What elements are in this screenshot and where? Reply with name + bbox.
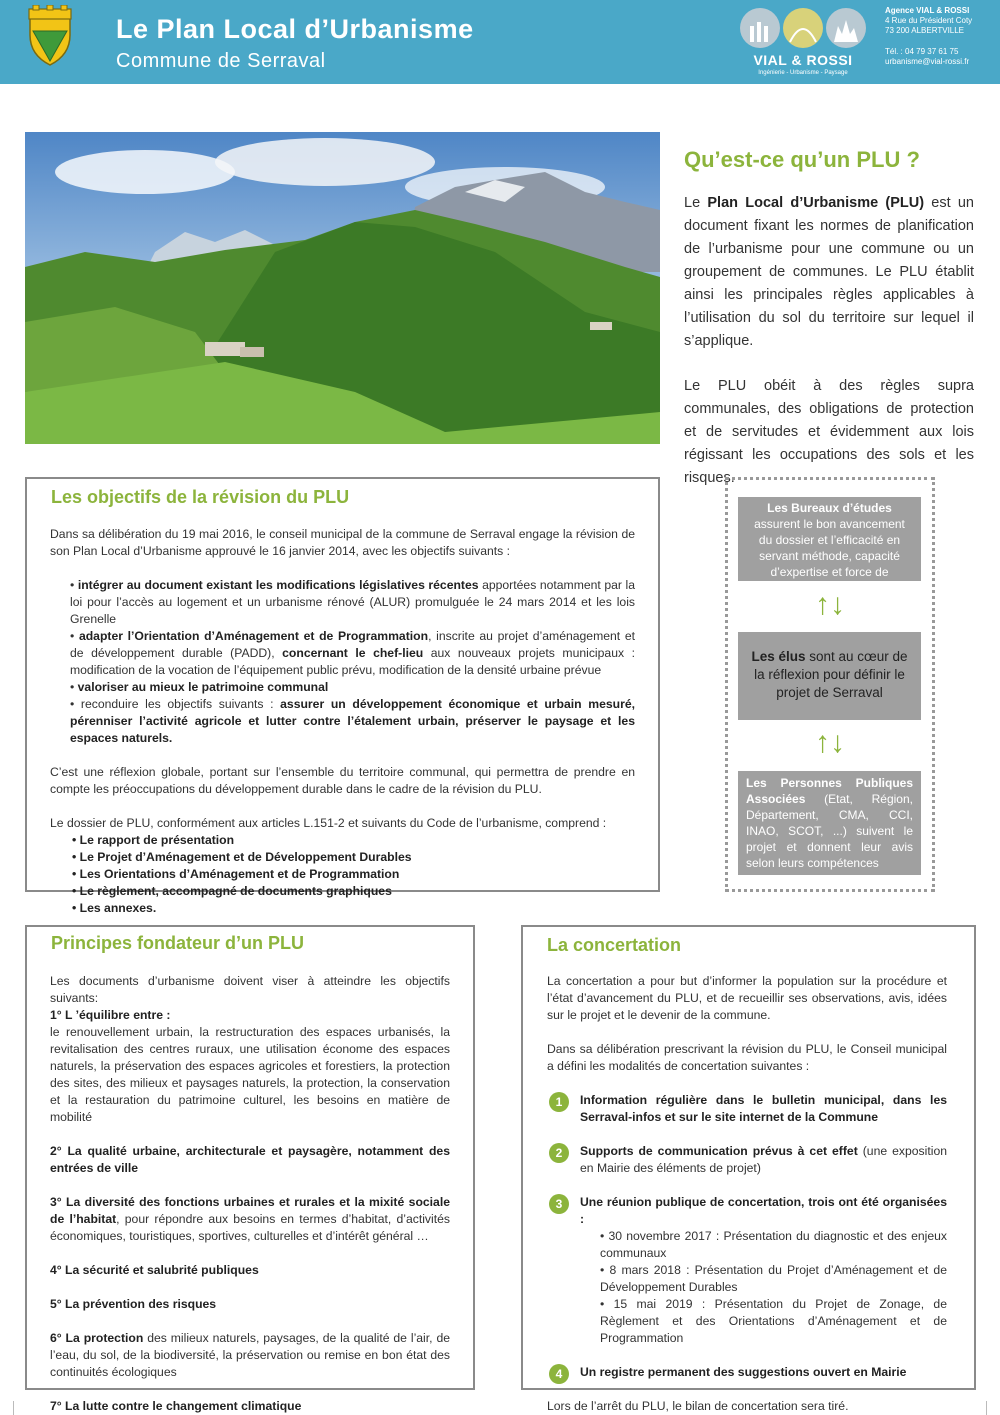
dossier-list-item: • Les annexes.: [72, 901, 157, 915]
agency-name: Agence VIAL & ROSSI: [885, 6, 970, 15]
up-down-arrows-icon: ↑↓: [815, 726, 845, 759]
objective-item-2: • adapter l’Orientation d’Aménagement et de Programmation, inscrite au projet d’aménagement et de développement durable (PADD), concernant le chef-lieu aux nouveaux projets municipaux : modification de la vocation de l’équipement public prévu, modification de la densité urbaine prévue: [70, 629, 636, 677]
text-bold: intégrer au document existant les modifications législatives récentes: [77, 578, 479, 592]
text-bold: assurer un développement économique et urbain mesuré, pérenniser l’activité agricole et lutter contre l’étalement urbain, préserver le paysage et les espaces naturels.: [70, 697, 635, 745]
text-span: (une exposition en Mairie des éléments de projet): [580, 1144, 948, 1175]
crop-mark: [0, 1401, 14, 1415]
logo-circles-icon: [738, 4, 868, 52]
number-badge-icon: 1: [549, 1092, 569, 1112]
number-badge-icon: 2: [549, 1143, 569, 1163]
dossier-list-item: • Les Orientations d’Aménagement et de Programmation: [72, 867, 400, 881]
text-bold: Les Personnes Publiques Associées: [746, 776, 913, 806]
text-bold: Les Bureaux d’études: [767, 501, 892, 515]
principles-intro: Les documents d’urbanisme doivent viser à atteindre les objectifs suivants:: [50, 974, 450, 1005]
objectives-paragraph-3: Le dossier de PLU, conformément aux articles L.151-2 et suivants du Code de l’urbanisme, comprend :: [50, 816, 607, 830]
dossier-list-item: • Le Projet d’Aménagement et de Développement Durables: [72, 850, 412, 864]
text-bold: Les élus: [751, 649, 806, 664]
principle-1-text: le renouvellement urbain, la restructuration des espaces urbanisés, la revitalisation des centres ruraux, une utilisation économe des espaces naturels, la préservation des espaces agricoles et forestiers, la protection des sites, des milieux et paysages naturels, la protection, la conservation et la restauration du patrimoine culturel, les besoins en matière de mobilité: [50, 1025, 450, 1124]
text-span: Le rapport de présentation: [79, 833, 235, 847]
concertation-item-1: [547, 1092, 947, 1126]
number-badge-icon: 4: [549, 1364, 569, 1384]
concertation-item-2: [547, 1143, 947, 1177]
meeting-item: • 8 mars 2018 : Présentation du Projet d’Aménagement et de Développement Durables: [600, 1263, 947, 1294]
meeting-item: • 15 mai 2019 : Présentation du Projet de Zonage, de Règlement et des Orientations d’Aménagement et de Programmation: [600, 1297, 947, 1345]
logo-tagline: Ingénierie - Urbanisme - Paysage: [758, 70, 848, 76]
text-span: Les annexes.: [79, 901, 157, 915]
header-banner: [0, 0, 1000, 84]
text-span: assurent le bon avancement du dossier et l’efficacité en servant méthode, capacité d’expertise et force de propositions: [754, 517, 905, 595]
text-span: , inscrite au projet d’aménagement et de développement durable (PADD),: [70, 629, 636, 660]
objectives-section: [25, 477, 660, 915]
principle-5: 5° La prévention des risques: [50, 1297, 217, 1311]
plu-definition-paragraph-1: [684, 192, 974, 353]
dossier-list-item: • Le règlement, accompagné de documents graphiques: [72, 884, 392, 898]
plu-definition-paragraph-2: Le PLU obéit à des règles supra communales, des obligations de protection et de servitudes et évidemment aux lois régissant les occupations des sols et les risques.: [684, 378, 974, 486]
crop-mark: [986, 1401, 1000, 1415]
up-down-arrows-icon: ↑↓: [815, 588, 845, 621]
landscape-photo: [25, 132, 660, 444]
text-bold: Supports de communication prévus à cet effet: [580, 1144, 858, 1158]
concertation-title: La concertation: [547, 935, 682, 955]
concertation-intro: La concertation a pour but d’informer la population sur la procédure et l’état d’avancement du PLU, et de recueillir ses observations, avis, idées sur le projet et le devenir de la commune.: [547, 974, 947, 1022]
actors-box-elected: [738, 632, 921, 720]
text-span: des milieux naturels, paysages, de la qualité de l’air, de l’eau, du sol, de la biodiversité, la préservation ou remise en bon état des continuités écologiques: [50, 1331, 450, 1379]
principle-4: 4° La sécurité et salubrité publiques: [50, 1263, 259, 1277]
principle-2: 2° La qualité urbaine, architecturale et paysagère, notamment des entrées de ville: [50, 1144, 450, 1175]
text-span: apportées notamment par la loi pour l’accès au logement et un urbanisme rénové (ALUR) promulguée le 24 mars 2014 et les lois Grenelle: [70, 578, 635, 626]
agency-email[interactable]: urbanisme@vial-rossi.fr: [885, 57, 970, 66]
coat-of-arms-icon: [25, 5, 75, 67]
text-bold: Une réunion publique de concertation, trois ont été organisées :: [580, 1195, 947, 1226]
agency-address-line1: 4 Rue du Président Coty: [885, 16, 973, 25]
text-bold: valoriser au mieux le patrimoine communal: [77, 680, 329, 694]
objective-item-4: • reconduire les objectifs suivants : assurer un développement économique et urbain mesuré, pérenniser l’activité agricole et lutter contre l’étalement urbain, préserver le paysage et les espaces naturels.: [70, 697, 635, 745]
text-span: reconduire les objectifs suivants :: [80, 697, 281, 711]
number-badge-icon: 3: [549, 1194, 569, 1214]
text-bold: 3° La diversité des fonctions urbaines et rurales et la mixité sociale de l’habitat: [50, 1195, 450, 1226]
text-span: Les Orientations d’Aménagement et de Programmation: [79, 867, 400, 881]
principles-title: Principes fondateur d’un PLU: [51, 933, 305, 953]
plu-definition-title: Qu’est-ce qu’un PLU ?: [684, 147, 920, 172]
document-subtitle: Commune de Serraval: [116, 50, 326, 72]
principle-7: 7° La lutte contre le changement climatique: [50, 1399, 302, 1413]
text-bold: Information régulière dans le bulletin municipal, dans les Serraval-infos et sur le site internet de la Commune: [580, 1093, 947, 1124]
principles-content: [50, 973, 450, 1415]
document-title: Le Plan Local d’Urbanisme: [116, 14, 474, 44]
objective-item-3: • valoriser au mieux le patrimoine communal: [70, 680, 329, 694]
text-span: (Etat, Région, Département, CMA, CCI, INAO, SCOT, ...) suivent le projet et donnent leur avis selon leurs compétences: [746, 792, 913, 870]
text-span: Le: [684, 195, 708, 211]
agency-address-line2: 73 200 ALBERTVILLE: [885, 26, 965, 35]
concertation-item-3: [547, 1194, 947, 1347]
objectives-paragraph-2: C’est une réflexion globale, portant sur l’ensemble du territoire communal, qui permettra de prendre en compte les préoccupations du développement durable dans le cadre de la révision du PLU.: [50, 765, 635, 796]
dossier-list-item: • Le rapport de présentation: [72, 833, 235, 847]
text-span: Le Projet d’Aménagement et de Développement Durables: [79, 850, 412, 864]
agency-contact: [885, 6, 995, 67]
principle-3: [50, 1194, 450, 1245]
objectives-content: [50, 526, 635, 917]
text-span: , pour répondre aux besoins en termes d’habitat, d’activités économiques, touristiques, sportives, culturelles et d’intérêt général …: [50, 1212, 450, 1243]
concertation-content: [547, 973, 947, 1415]
objectives-intro: Dans sa délibération du 19 mai 2016, le conseil municipal de la commune de Serraval engage la révision de son Plan Local d’Urbanisme approuvé le 16 janvier 2014, avec les objectifs suivants :: [50, 527, 635, 558]
concertation-closing: Lors de l’arrêt du PLU, le bilan de concertation sera tiré.: [547, 1399, 849, 1413]
text-bold: concernant le chef-lieu: [282, 646, 424, 660]
text-bold: Un registre permanent des suggestions ouvert en Mairie: [580, 1365, 907, 1379]
plu-term: Plan Local d’Urbanisme (PLU): [707, 195, 925, 211]
actors-box-public-bodies: [738, 771, 921, 875]
concertation-item-4: [547, 1364, 947, 1381]
meeting-item: • 30 novembre 2017 : Présentation du diagnostic et des enjeux communaux: [600, 1229, 947, 1260]
objective-item-1: • intégrer au document existant les modifications législatives récentes apportées notamment par la loi pour l’accès au logement et un urbanisme rénové (ALUR) promulguée le 24 mars 2014 et les lois Grenelle: [70, 578, 635, 626]
plu-definition-text: [684, 192, 974, 490]
principle-6: [50, 1330, 450, 1381]
text-bold: adapter l’Orientation d’Aménagement et de Programmation: [78, 629, 429, 643]
concertation-section: [521, 925, 976, 1413]
text-span: est un document fixant les normes de planification de l’urbanisme pour une commune ou un groupement de communes. Le PLU établit ainsi les principales règles applicables à l’utilisation du sol du territoire sur lequel il s’applique.: [684, 195, 974, 349]
principle-1-heading: 1° L ’équilibre entre :: [50, 1008, 171, 1022]
text-span: sont au cœur de la réflexion pour définir le projet de Serraval: [754, 649, 908, 700]
agency-phone: Tél. : 04 79 37 61 75: [885, 47, 959, 56]
text-span: aux nouveaux projets municipaux : modification de la vocation de l’équipement public prévu, modification de la densité urbaine prévue: [70, 646, 635, 677]
agency-logo: [738, 4, 868, 80]
text-span: Le règlement, accompagné de documents graphiques: [79, 884, 392, 898]
principles-section: [25, 925, 475, 1413]
objectives-title: Les objectifs de la révision du PLU: [51, 487, 350, 507]
concertation-paragraph-2: Dans sa délibération prescrivant la révision du PLU, le Conseil municipal a défini les modalités de concertation suivantes :: [547, 1042, 947, 1073]
text-bold: 6° La protection: [50, 1331, 144, 1345]
actors-box-consultants: [738, 497, 921, 595]
logo-name: VIAL & ROSSI: [753, 52, 853, 68]
